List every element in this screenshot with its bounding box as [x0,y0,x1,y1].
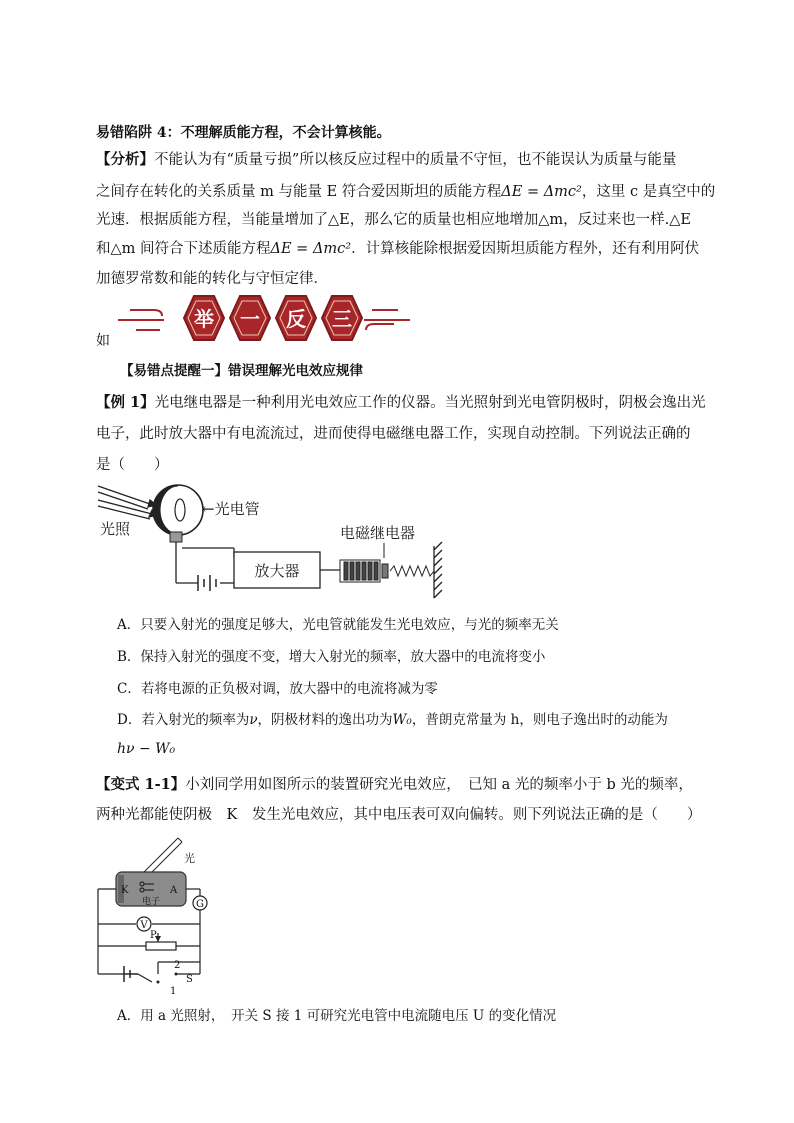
photoelectric-circuit-diagram [94,832,218,998]
galvanometer-label: G [196,899,204,910]
variant-text-1: 小刘同学用如图所示的装置研究光电效应， 已知 a 光的频率小于 b 光的频率， [185,777,693,793]
cathode-label: K [121,885,129,896]
option-d-text-c: ，普朗克常量为 h，则电子逸出时的动能为 [411,712,668,728]
mass-energy-equation: ΔE = Δmc² [501,184,582,200]
circuit-wires [176,542,234,583]
example1-option-c[interactable]: C．若将电源的正负极对调，放大器中的电流将减为零 [117,681,438,697]
voltmeter-label: V [140,920,148,931]
option-d-nu: ν [249,712,258,728]
analysis-text-1: 不能认为有“质量亏损”所以核反应过程中的质量不守恒，也不能误认为质量与能量 [154,152,677,168]
right-cloud-ornament [364,310,410,330]
analysis-line-4 [96,240,699,258]
light-rays [98,486,158,519]
example1-tag: 【例 1】 [96,394,155,411]
example1-option-b[interactable]: B．保持入射光的强度不变，增大入射光的频率，放大器中的电流将变小 [117,649,546,665]
analysis-tag: 【分析】 [96,151,154,168]
variant-tag: 【变式 1-1】 [96,776,186,793]
analysis-line-3: 光速．根据质能方程，当能量增加了△E，那么它的质量也相应地增加△m，反过来也一样.△E [96,212,691,228]
analysis-line-5: 加德罗常数和能的转化与守恒定律． [96,271,328,287]
battery [198,575,216,591]
banner-prefix: 如 [96,333,110,349]
analysis-text-4b: ．计算核能除根据爱因斯坦质能方程外，还有利用阿伏 [351,241,700,257]
analysis-line-1 [96,151,676,169]
analysis-line-2 [96,183,715,201]
option-d-text-b: ，阴极材料的逸出功为 [257,712,393,728]
anode-label: A [170,885,178,896]
photocell-tube [153,485,203,542]
slider-label: P [150,930,157,941]
amplifier-label: 放大器 [254,562,300,580]
mass-energy-equation-2: ΔE = Δmc² [270,241,352,257]
trap-title: 易错陷阱 4：不理解质能方程，不会计算核能。 [96,125,391,141]
photocell-label: ←光电管 [202,500,260,518]
banner-char-fan: 反 [286,307,306,331]
relay-label: 电磁继电器 [340,524,416,542]
relay-spring [390,566,434,576]
light-label: 光照 [100,520,131,538]
left-cloud-ornament [118,310,164,330]
switch-pos-2: 2 [174,960,181,971]
example1-line-3: 是（ ） [96,457,169,473]
reminder-title: 【易错点提醒一】错误理解光电效应规律 [120,363,363,379]
banner-graphic [116,292,412,344]
example1-option-d[interactable] [117,711,668,729]
example1-line-2: 电子，此时放大器中有电流流过，进而使得电磁继电器工作，实现自动控制。下列说法正确的 [96,426,691,442]
analysis-text-4a: 和△m 间符合下述质能方程 [96,241,271,257]
switch-pos-1: 1 [170,986,177,997]
example1-option-a[interactable]: A．只要入射光的强度足够大，光电管就能发生光电效应，与光的频率无关 [117,617,559,633]
analysis-text-2a: 之间存在转化的关系质量 m 与能量 E 符合爱因斯坦的质能方程 [96,184,502,200]
option-d-answer: hν − W₀ [117,741,176,757]
option-d-w0: W₀ [392,712,412,728]
variant-line-1 [96,776,693,794]
rheostat [146,942,176,950]
banner-char-san: 三 [332,307,352,331]
analysis-text-2b: ，这里 c 是真空中的 [581,184,716,200]
light-text: 光 [184,852,195,865]
banner-char-yi: 一 [240,307,260,331]
fixed-wall [434,542,442,598]
electron-label: 电子 [142,897,161,907]
example1-text-1: 光电继电器是一种利用光电效应工作的仪器。当光照射到光电管阴极时，阴极会逸出光 [154,395,706,411]
option-d-text-a: D．若入射光的频率为 [117,712,250,728]
banner-char-ju: 举 [194,307,214,331]
battery-2 [124,966,138,982]
variant-line-2: 两种光都能使阴极 K 发生光电效应，其中电压表可双向偏转。则下列说法正确的是（ ） [96,807,702,823]
switch-label: S [186,974,193,985]
relay-coil [340,560,388,582]
photo-relay-diagram [94,480,484,600]
variant-option-a[interactable]: A．用 a 光照射， 开关 S 接 1 可研究光电管中电流随电压 U 的变化情况 [117,1008,557,1024]
example1-line-1 [96,394,706,412]
